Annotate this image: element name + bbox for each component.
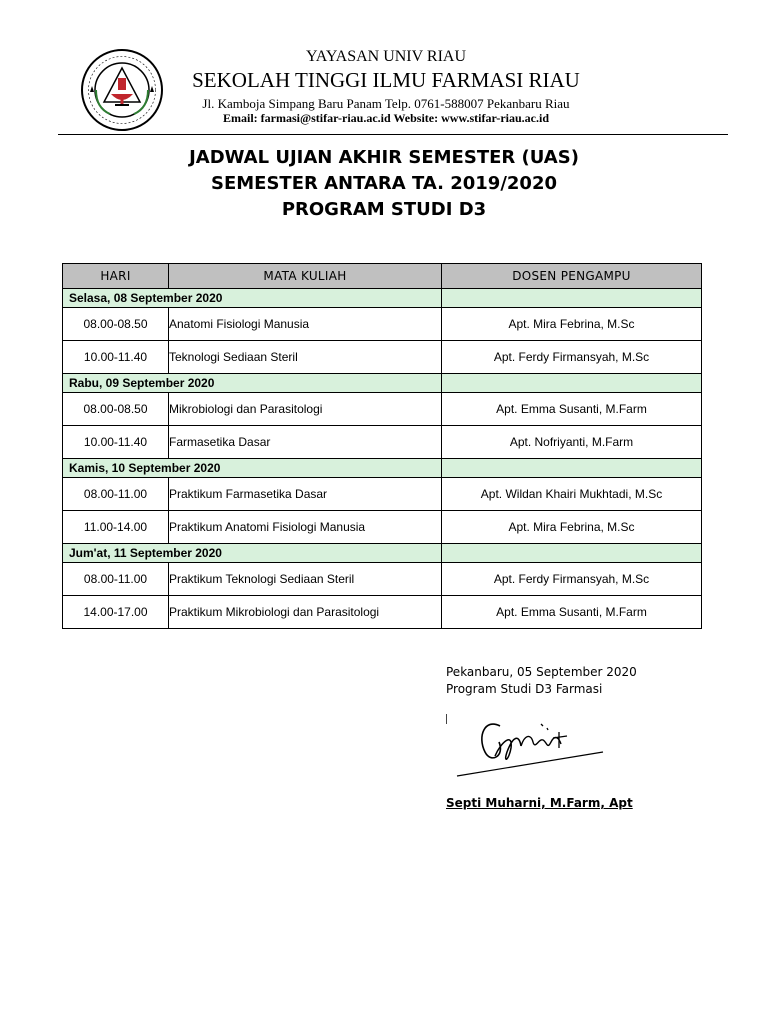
course-name: Teknologi Sediaan Steril — [169, 341, 442, 374]
exam-time: 08.00-08.50 — [63, 393, 169, 426]
table-row — [63, 478, 702, 511]
table-row — [63, 563, 702, 596]
exam-time: 14.00-17.00 — [63, 596, 169, 629]
day-row-empty-cell — [442, 544, 702, 563]
course-name: Anatomi Fisiologi Manusia — [169, 308, 442, 341]
exam-time: 10.00-11.40 — [63, 426, 169, 459]
day-label: Selasa, 08 September 2020 — [63, 289, 442, 308]
lecturer-name: Apt. Emma Susanti, M.Farm — [442, 393, 702, 426]
day-row-empty-cell — [442, 374, 702, 393]
day-row-empty-cell — [442, 289, 702, 308]
signature-unit: Program Studi D3 Farmasi — [446, 682, 603, 696]
exam-time: 08.00-08.50 — [63, 308, 169, 341]
lecturer-name: Apt. Ferdy Firmansyah, M.Sc — [442, 341, 702, 374]
handwritten-signature-icon — [455, 712, 605, 782]
letterhead-divider — [58, 134, 728, 135]
lecturer-name: Apt. Nofriyanti, M.Farm — [442, 426, 702, 459]
margin-mark — [446, 714, 447, 724]
course-name: Praktikum Teknologi Sediaan Steril — [169, 563, 442, 596]
document-title: JADWAL UJIAN AKHIR SEMESTER (UAS) — [189, 147, 579, 168]
exam-time: 08.00-11.00 — [63, 563, 169, 596]
lecturer-name: Apt. Ferdy Firmansyah, M.Sc — [442, 563, 702, 596]
course-name: Praktikum Anatomi Fisiologi Manusia — [169, 511, 442, 544]
course-name: Farmasetika Dasar — [169, 426, 442, 459]
table-row — [63, 341, 702, 374]
table-row — [63, 426, 702, 459]
day-label: Kamis, 10 September 2020 — [63, 459, 442, 478]
foundation-name: YAYASAN UNIV RIAU — [305, 48, 467, 65]
course-name: Mikrobiologi dan Parasitologi — [169, 393, 442, 426]
lecturer-name: Apt. Emma Susanti, M.Farm — [442, 596, 702, 629]
day-group-row — [63, 544, 702, 563]
table-row — [63, 393, 702, 426]
institution-address: Jl. Kamboja Simpang Baru Panam Telp. 0761-588007 Pekanbaru Riau — [202, 96, 570, 111]
signature-place-date: Pekanbaru, 05 September 2020 — [446, 665, 637, 679]
day-group-row — [63, 374, 702, 393]
document-subtitle-semester: SEMESTER ANTARA TA. 2019/2020 — [210, 173, 558, 194]
exam-schedule-table — [62, 263, 702, 629]
day-group-row — [63, 459, 702, 478]
signer-name: Septi Muharni, M.Farm, Apt — [446, 796, 633, 810]
course-name: Praktikum Mikrobiologi dan Parasitologi — [169, 596, 442, 629]
lecturer-name: Apt. Wildan Khairi Mukhtadi, M.Sc — [442, 478, 702, 511]
table-row — [63, 511, 702, 544]
table-row — [63, 596, 702, 629]
exam-time: 11.00-14.00 — [63, 511, 169, 544]
lecturer-name: Apt. Mira Febrina, M.Sc — [442, 511, 702, 544]
document-subtitle-program: PROGRAM STUDI D3 — [281, 199, 487, 220]
exam-time: 08.00-11.00 — [63, 478, 169, 511]
day-row-empty-cell — [442, 459, 702, 478]
institution-name: SEKOLAH TINGGI ILMU FARMASI RIAU — [192, 68, 580, 92]
column-header-day: HARI — [63, 264, 169, 289]
lecturer-name: Apt. Mira Febrina, M.Sc — [442, 308, 702, 341]
column-header-course: MATA KULIAH — [169, 264, 442, 289]
day-label: Jum'at, 11 September 2020 — [63, 544, 442, 563]
column-header-lecturer: DOSEN PENGAMPU — [442, 264, 702, 289]
course-name: Praktikum Farmasetika Dasar — [169, 478, 442, 511]
institution-contact: Email: farmasi@stifar-riau.ac.id Website: www.stifar-riau.ac.id — [222, 111, 549, 125]
day-label: Rabu, 09 September 2020 — [63, 374, 442, 393]
institution-logo-icon — [80, 48, 164, 132]
day-group-row — [63, 289, 702, 308]
exam-time: 10.00-11.40 — [63, 341, 169, 374]
table-header-row — [63, 264, 702, 289]
table-row — [63, 308, 702, 341]
